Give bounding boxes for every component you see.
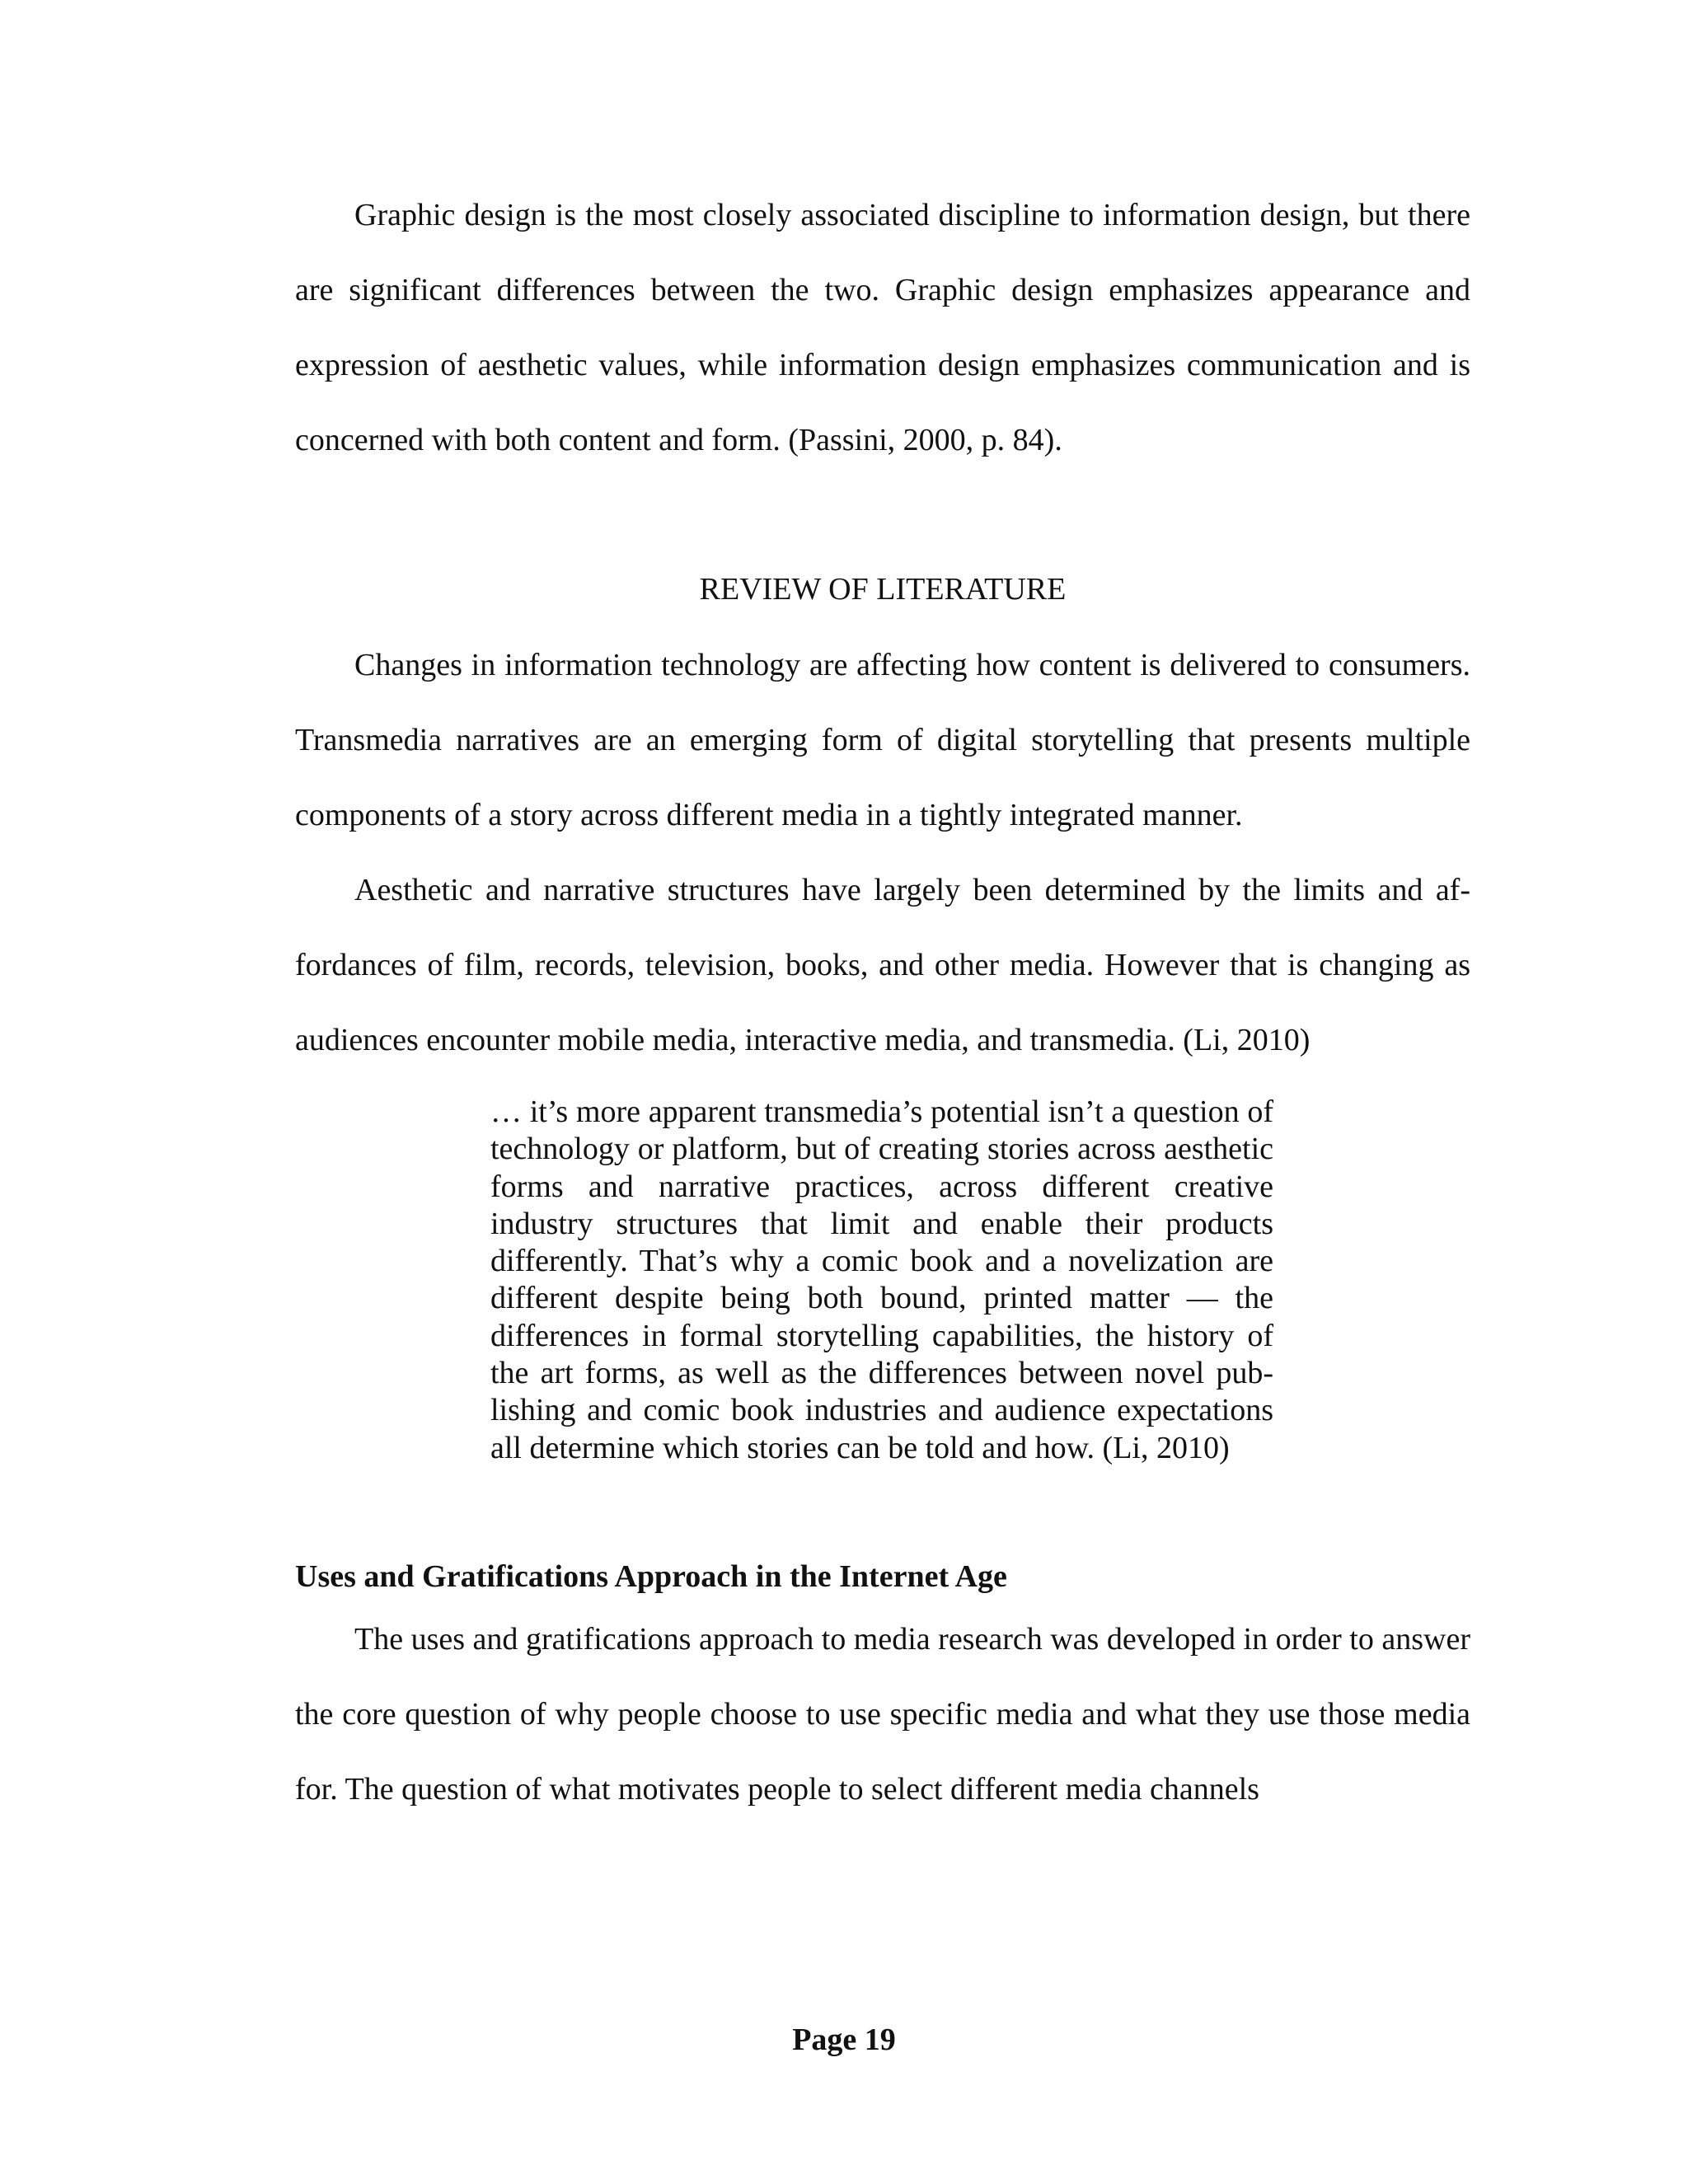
body-paragraph-1: Changes in information technology are affecting how content is delivered to consumers. Transmedia narratives are an emerging form of digital storytelling that presents multiple components of a story across different media in a tightly integrated manner. xyxy=(295,648,1470,832)
body-paragraph-2: Aesthetic and narrative structures have largely been determined by the limits and affordances of film, records, television, books, and other media. However that is changing as audiences encounter mobile media, interactive media, and transmedia. (Li, 2010) xyxy=(295,873,1470,1057)
page-number: Page 19 xyxy=(792,2022,896,2057)
literature-review-section xyxy=(295,628,1470,1078)
intro-paragraph: Graphic design is the most closely associated discipline to information design, but there are significant differences between the two. Graphic design emphasizes appearance and expression of aesthetic values, while information design emphasizes communication and is concerned with both content and form. (Passini, 2000, p. 84). xyxy=(295,198,1470,457)
section-heading: REVIEW OF LITERATURE xyxy=(699,572,1067,607)
subsection-heading: Uses and Gratifications Approach in the Internet Age xyxy=(295,1559,1007,1594)
uses-gratifications-section xyxy=(295,1602,1470,1827)
intro-section xyxy=(295,178,1470,478)
block-quote: … it’s more apparent transmedia’s potential isn’t a question of technology or platform, but of creating stories across aesthetic forms and narrative practices, across different creative industry structures that limit and enable their products differently. That’s why a comic book and a novelization are different despite being both bound, printed matter — the differences in formal storytelling capabilities, the history of the art forms, as well as the differences between novel publishing and comic book industries and audience expectations all determine which stories can be told and how. (Li, 2010) xyxy=(490,1094,1273,1465)
body-paragraph-3: The uses and gratifications approach to media research was developed in order to answer the core question of why people choose to use specific media and what they use those media for. The question of what motivates people to select different media channels xyxy=(295,1622,1470,1807)
